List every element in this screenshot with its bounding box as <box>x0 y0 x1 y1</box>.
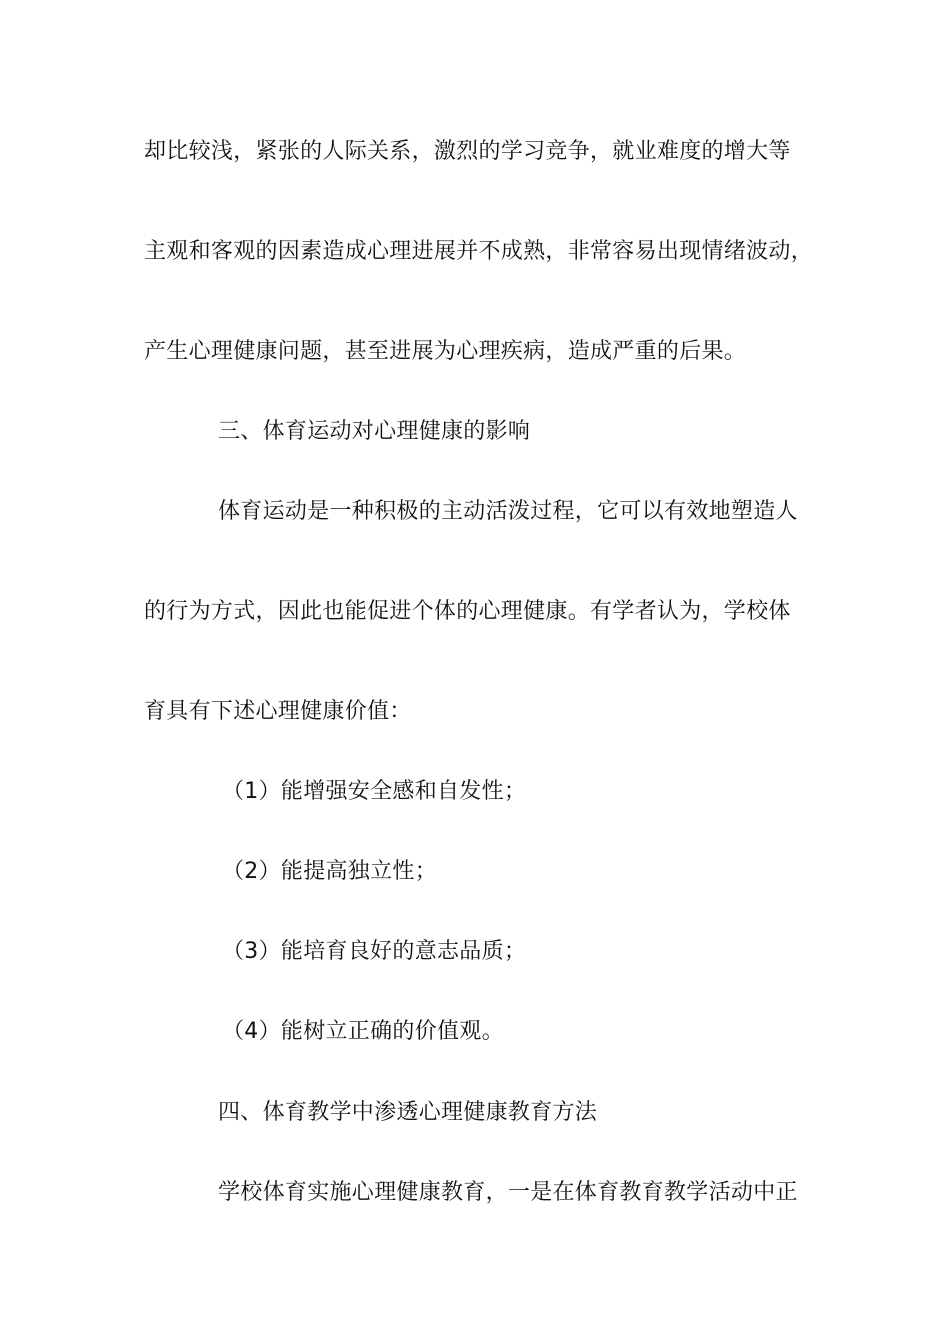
list-item: （2）能提高独立性； <box>222 859 437 884</box>
paragraph-line: 产生心理健康问题，甚至进展为心理疾病，造成严重的后果。 <box>144 339 747 364</box>
paragraph-line: 主观和客观的因素造成心理进展并不成熟，非常容易出现情绪波动， <box>144 239 814 264</box>
list-item: （3）能培育良好的意志品质； <box>222 939 527 964</box>
section-heading: 三、体育运动对心理健康的影响 <box>218 419 531 444</box>
list-item: （4）能树立正确的价值观。 <box>222 1019 504 1044</box>
paragraph-line: 体育运动是一种积极的主动活泼过程，它可以有效地塑造人 <box>218 499 798 524</box>
paragraph-line: 学校体育实施心理健康教育，一是在体育教育教学活动中正 <box>218 1180 798 1205</box>
paragraph-line: 育具有下述心理健康价值： <box>144 699 412 724</box>
paragraph-line: 却比较浅，紧张的人际关系，激烈的学习竞争，就业难度的增大等 <box>144 139 791 164</box>
paragraph-line: 的行为方式，因此也能促进个体的心理健康。有学者认为，学校体 <box>144 599 791 624</box>
section-heading: 四、体育教学中渗透心理健康教育方法 <box>218 1100 598 1125</box>
list-item: （1）能增强安全感和自发性； <box>222 779 527 804</box>
